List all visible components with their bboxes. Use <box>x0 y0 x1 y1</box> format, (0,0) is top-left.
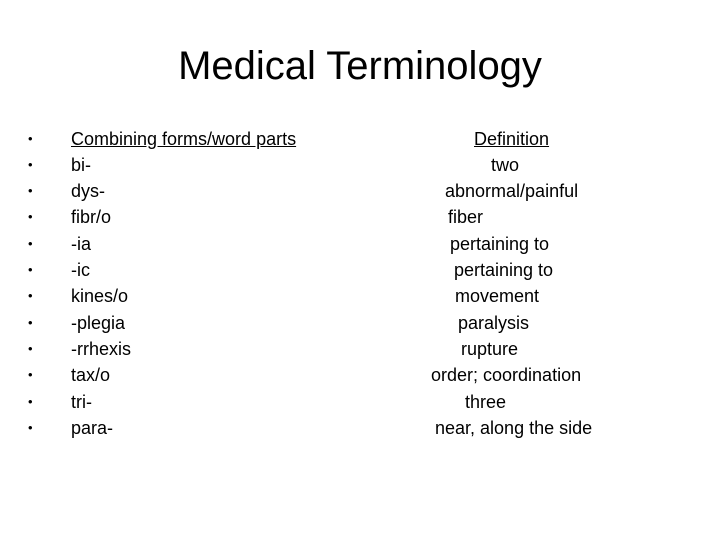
term: -plegia <box>71 313 126 333</box>
definition: pertaining to <box>450 234 550 254</box>
term: bi- <box>71 155 92 175</box>
term: -rrhexis <box>71 339 132 359</box>
definition: three <box>465 392 507 412</box>
bullet: • <box>28 341 33 356</box>
term: dys- <box>71 181 106 201</box>
term-column-header: Combining forms/word parts <box>71 129 297 149</box>
list-item <box>0 283 720 309</box>
bullet: • <box>28 315 33 330</box>
bullet: • <box>28 157 33 172</box>
bullet: • <box>28 183 33 198</box>
term: fibr/o <box>71 207 112 227</box>
bullet: • <box>28 288 33 303</box>
term: tax/o <box>71 365 111 385</box>
list-item <box>0 362 720 388</box>
term: -ia <box>71 234 92 254</box>
definition: fiber <box>448 207 484 227</box>
definition: movement <box>455 286 540 306</box>
definition-column-header: Definition <box>474 129 550 149</box>
definition: two <box>491 155 520 175</box>
term: tri- <box>71 392 92 412</box>
list-item <box>0 178 720 204</box>
bullet: • <box>28 420 33 435</box>
definition: abnormal/painful <box>445 181 579 201</box>
definition: near, along the side <box>435 418 593 438</box>
definition: rupture <box>461 339 519 359</box>
definition: order; coordination <box>431 365 582 385</box>
list-item <box>0 152 720 178</box>
header-row <box>0 126 720 152</box>
list-item <box>0 415 720 441</box>
bullet: • <box>28 394 33 409</box>
slide-title: Medical Terminology <box>178 44 542 88</box>
term: kines/o <box>71 286 129 306</box>
definition: paralysis <box>458 313 530 333</box>
bullet: • <box>28 236 33 251</box>
list-item <box>0 389 720 415</box>
list-item <box>0 336 720 362</box>
term: -ic <box>71 260 90 280</box>
definition: pertaining to <box>454 260 554 280</box>
bullet: • <box>28 209 33 224</box>
term: para- <box>71 418 114 438</box>
bullet: • <box>28 131 33 146</box>
bullet: • <box>28 367 33 382</box>
list-item <box>0 204 720 230</box>
bullet: • <box>28 262 33 277</box>
list-item <box>0 257 720 283</box>
list-item <box>0 231 720 257</box>
list-item <box>0 310 720 336</box>
